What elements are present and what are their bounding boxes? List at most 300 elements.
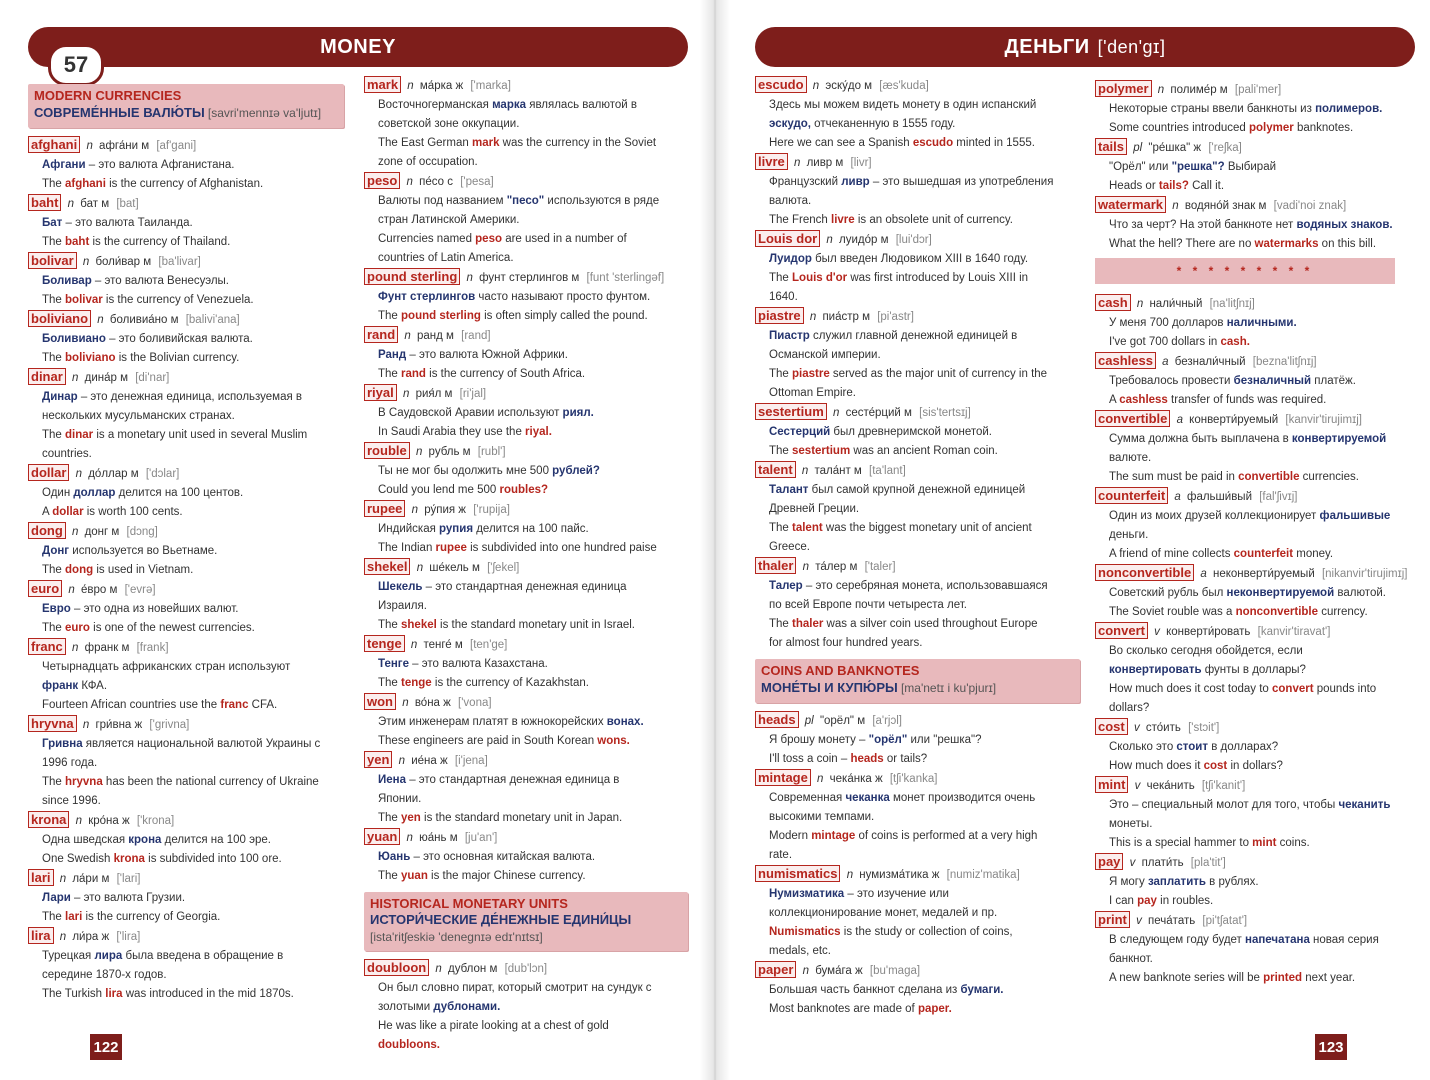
highlighted-word: Бат: [42, 217, 63, 229]
highlighted-word: неконвертируемой: [1226, 587, 1335, 599]
dictionary-entry: [1095, 911, 1395, 988]
entry-headline: [28, 522, 344, 542]
example-ru: Луидор был введен Людовиком XIII в 1640 году.: [769, 253, 1029, 265]
russian-translation: афга́ни м: [99, 140, 150, 152]
entry-list: [1095, 80, 1395, 254]
highlighted-word: counterfeit: [1233, 548, 1294, 560]
transcription: ['pesa]: [460, 176, 494, 188]
highlighted-word: бумаги.: [960, 984, 1004, 996]
example-ru: Бат – это валюта Таиланда.: [42, 217, 193, 229]
transcription: ['dɔlar]: [145, 468, 180, 480]
example-ru: Талер – это серебряная монета, использовавшаяся: [769, 580, 1048, 592]
headword: cashless: [1095, 352, 1156, 369]
transcription: [nikanvir'tirujimɪj]: [1321, 568, 1408, 580]
dictionary-entry: [28, 580, 344, 638]
highlighted-word: Фунт стерлингов: [378, 291, 476, 303]
example-ru: Большая часть банкнот сделана из бумаги.: [769, 984, 1004, 996]
example-ru: Одна шведская крона делится на 100 эре.: [42, 834, 271, 846]
headword: rupee: [364, 500, 405, 517]
transcription: [na'litʃnɪj]: [1209, 298, 1255, 310]
dictionary-entry: [364, 959, 688, 1055]
left-column-2: [364, 76, 688, 1055]
russian-translation: конверти́руемый: [1189, 414, 1279, 426]
headword: heads: [755, 711, 799, 728]
right-page-title-transcription: ['den'gɪ]: [1097, 36, 1166, 57]
highlighted-word: Боливар: [42, 275, 92, 287]
example-ru: Лари – это валюта Грузии.: [42, 892, 186, 904]
dictionary-entry: [28, 811, 344, 869]
entry-headline: [1095, 776, 1395, 796]
russian-translation: боливиа́но м: [109, 314, 179, 326]
russian-translation: гри́вна ж: [95, 719, 143, 731]
example-en: A friend of mine collects counterfeit money.: [1109, 548, 1334, 560]
headword: rouble: [364, 442, 410, 459]
highlighted-word: yuan: [401, 870, 428, 882]
transcription: [pi'tʃatat']: [1202, 915, 1248, 927]
highlighted-word: марка: [492, 99, 527, 111]
highlighted-word: водяных знаков.: [1296, 219, 1393, 231]
entry-headline: [28, 136, 344, 156]
example-ru: валюте.: [1109, 452, 1152, 464]
dictionary-entry: [28, 638, 344, 715]
example-ru: Шекель – это стандартная денежная единица: [378, 581, 627, 593]
example-en: I've got 700 dollars in cash.: [1109, 336, 1250, 348]
example-en: Some countries introduced polymer banknotes.: [1109, 122, 1354, 134]
highlighted-word: franc: [220, 699, 249, 711]
part-of-speech: n: [415, 446, 423, 458]
highlighted-word: чеканка: [845, 792, 890, 804]
part-of-speech: a: [1174, 491, 1181, 503]
part-of-speech: n: [809, 311, 817, 323]
example-ru: Ты не мог бы одолжить мне 500 рублей?: [378, 465, 600, 477]
highlighted-word: nonconvertible: [1235, 606, 1319, 618]
example-ru: Один доллар делится на 100 центов.: [42, 487, 244, 499]
highlighted-word: Louis d'or: [792, 272, 848, 284]
example-en: The Turkish lira was introduced in the mid 1870s.: [42, 988, 294, 1000]
section-heading-en: HISTORICAL MONETARY UNITS: [370, 896, 568, 911]
russian-translation: ру́пия ж: [424, 504, 467, 516]
highlighted-word: mintage: [811, 830, 856, 842]
transcription: [af'gani]: [156, 140, 197, 152]
headword: won: [364, 693, 396, 710]
example-ru: Индийская рупия делится на 100 пайс.: [378, 523, 589, 535]
highlighted-word: talent: [792, 522, 823, 534]
dictionary-entry: [755, 230, 1080, 307]
example-en: What the hell? There are no watermarks on this bill.: [1109, 238, 1377, 250]
highlighted-word: Лари: [42, 892, 71, 904]
highlighted-word: риял.: [562, 407, 594, 419]
headword: sestertium: [755, 403, 827, 420]
example-ru: Динар – это денежная единица, используемая в: [42, 391, 303, 403]
example-en: One Swedish krona is subdivided into 100 ore.: [42, 853, 282, 865]
headword: thaler: [755, 557, 796, 574]
russian-translation: бат м: [80, 198, 110, 210]
entry-headline: [364, 500, 688, 520]
highlighted-word: lira: [105, 988, 123, 1000]
entry-headline: [28, 252, 344, 272]
highlighted-word: Юань: [378, 851, 411, 863]
dictionary-entry: [755, 961, 1080, 1019]
entry-headline: [28, 715, 344, 735]
dictionary-entry: [28, 252, 344, 310]
entry-list: [755, 76, 1080, 653]
highlighted-word: mark: [471, 137, 500, 149]
headword: convertible: [1095, 410, 1170, 427]
headword: euro: [28, 580, 62, 597]
russian-translation: ие́на ж: [411, 755, 448, 767]
highlighted-word: Тенге: [378, 658, 409, 670]
dictionary-entry: [28, 927, 344, 1004]
page-number: 122: [90, 1034, 122, 1060]
entry-headline: [755, 230, 1080, 250]
example-en: for almost four hundred years.: [769, 637, 923, 649]
headword: bolivar: [28, 252, 77, 269]
dictionary-entry: [1095, 410, 1395, 487]
highlighted-word: Донг: [42, 545, 70, 557]
transcription: ['taler]: [864, 561, 896, 573]
transcription: [pali'mer]: [1234, 84, 1282, 96]
example-ru: Пиастр служил главной денежной единицей в: [769, 330, 1018, 342]
example-en: The euro is one of the newest currencies.: [42, 622, 255, 634]
dictionary-entry: [1095, 776, 1395, 853]
section-heading-transcription: [ista'ritʃeskiə 'denegnɪə edɪ'nɪtsɪ]: [370, 930, 543, 944]
highlighted-word: tenge: [401, 677, 432, 689]
example-ru: Некоторые страны ввели банкноты из полимеров.: [1109, 103, 1383, 115]
dictionary-entry: [1095, 138, 1395, 196]
headword: yen: [364, 751, 392, 768]
highlighted-word: ливр: [841, 176, 870, 188]
highlighted-word: paper.: [917, 1003, 952, 1015]
entry-headline: [364, 959, 688, 979]
highlighted-word: convert: [1272, 683, 1314, 695]
transcription: [livr]: [850, 157, 872, 169]
russian-translation: ше́кель м: [429, 562, 480, 574]
entry-headline: [28, 464, 344, 484]
section-heading: [755, 659, 1080, 703]
part-of-speech: n: [435, 963, 442, 975]
dictionary-entry: [28, 522, 344, 580]
headword: counterfeit: [1095, 487, 1168, 504]
headword: peso: [364, 172, 400, 189]
example-ru: Восточногерманская марка являлась валютой в: [378, 99, 637, 111]
russian-translation: сто́ить: [1145, 722, 1181, 734]
entry-headline: [755, 961, 1080, 981]
part-of-speech: v: [1136, 915, 1142, 927]
russian-translation: кро́на ж: [88, 815, 130, 827]
transcription: [ta'lant]: [869, 465, 906, 477]
example-en: Could you lend me 500 roubles?: [378, 484, 549, 496]
example-en: Heads or tails? Call it.: [1109, 180, 1225, 192]
highlighted-word: крона: [128, 834, 162, 846]
part-of-speech: n: [802, 561, 810, 573]
entry-headline: [364, 326, 688, 346]
russian-translation: тенге́ м: [423, 639, 463, 651]
dictionary-entry: [1095, 564, 1408, 622]
entry-headline: [1095, 622, 1395, 642]
headword: print: [1095, 911, 1130, 928]
example-en: Numismatics is the study or collection of coins,: [769, 926, 1013, 938]
highlighted-word: Numismatics: [769, 926, 841, 938]
section-heading-ru: МОНЕ́ТЫ И КУПЮ́РЫ: [761, 680, 898, 695]
russian-translation: рубль м: [428, 446, 471, 458]
headword: baht: [28, 194, 61, 211]
example-ru: Во сколько сегодня обойдется, если: [1109, 645, 1303, 657]
entry-headline: [364, 828, 688, 848]
dictionary-entry: [364, 384, 688, 442]
example-en: Fourteen African countries use the franc CFA.: [42, 699, 278, 711]
russian-translation: тала́нт м: [814, 465, 862, 477]
dictionary-entry: [1095, 80, 1395, 138]
headword: livre: [755, 153, 788, 170]
entry-headline: [1095, 410, 1395, 430]
dictionary-entry: [364, 442, 688, 500]
russian-translation: эску́до м: [825, 80, 873, 92]
russian-translation: луидо́р м: [839, 234, 889, 246]
headword: nonconvertible: [1095, 564, 1194, 581]
part-of-speech: n: [812, 80, 820, 92]
entry-headline: [364, 635, 688, 655]
russian-translation: конверти́ровать: [1166, 626, 1251, 638]
entry-headline: [755, 769, 1080, 789]
highlighted-word: Нумизматика: [769, 888, 845, 900]
example-ru: Афгани – это валюта Афганистана.: [42, 159, 235, 171]
entry-list: [28, 136, 344, 1004]
page-number: 123: [1315, 1034, 1347, 1060]
highlighted-word: "песо": [506, 195, 545, 207]
example-ru: валюта.: [769, 195, 812, 207]
transcription: [tʃi'kanka]: [889, 773, 938, 785]
entry-headline: [28, 811, 344, 831]
highlighted-word: roubles?: [499, 484, 549, 496]
dictionary-entry: [364, 635, 688, 693]
headword: piastre: [755, 307, 804, 324]
part-of-speech: n: [75, 815, 83, 827]
example-ru: Боливиано – это боливийская валюта.: [42, 333, 253, 345]
entry-headline: [1095, 487, 1395, 507]
highlighted-word: Динар: [42, 391, 78, 403]
headword: doubloon: [364, 959, 429, 976]
example-ru: Гривна является национальной валютой Украины с: [42, 738, 321, 750]
highlighted-word: lari: [65, 911, 83, 923]
dictionary-entry: [28, 136, 344, 194]
transcription: [kanvir'tiravat']: [1257, 626, 1331, 638]
highlighted-word: Боливиано: [42, 333, 106, 345]
highlighted-word: heads: [850, 753, 884, 765]
dictionary-entry: [364, 693, 688, 751]
highlighted-word: bolivar: [65, 294, 103, 306]
example-en: The Soviet rouble was a nonconvertible currency.: [1109, 606, 1368, 618]
highlighted-word: shekel: [401, 619, 437, 631]
highlighted-word: "решка"?: [1171, 161, 1225, 173]
transcription: [ri'jal]: [459, 388, 487, 400]
highlighted-word: mint: [1252, 837, 1277, 849]
transcription: [funt 'sterlingəf]: [586, 272, 665, 284]
example-en: The thaler was a silver coin used throughout Europe: [769, 618, 1038, 630]
example-ru: Сколько это стоит в долларах?: [1109, 741, 1279, 753]
dictionary-entry: [364, 751, 688, 828]
highlighted-word: стоит: [1176, 741, 1209, 753]
part-of-speech: n: [793, 157, 801, 169]
transcription: [i'jena]: [454, 755, 488, 767]
example-en: zone of occupation.: [378, 156, 478, 168]
part-of-speech: a: [1176, 414, 1183, 426]
chapter-number: 57: [48, 44, 104, 86]
entry-headline: [364, 384, 688, 404]
example-en: countries of Latin America.: [378, 252, 514, 264]
entry-headline: [1095, 718, 1395, 738]
part-of-speech: v: [1154, 626, 1160, 638]
highlighted-word: Евро: [42, 603, 71, 615]
star-divider: * * * * * * * * *: [1095, 258, 1395, 284]
dictionary-entry: [755, 307, 1080, 403]
example-en: The boliviano is the Bolivian currency.: [42, 352, 240, 364]
example-ru: Один из моих друзей коллекционирует фальшивые: [1109, 510, 1391, 522]
part-of-speech: n: [846, 869, 854, 881]
part-of-speech: v: [1134, 780, 1141, 792]
part-of-speech: n: [1136, 298, 1144, 310]
russian-translation: во́на ж: [414, 697, 451, 709]
highlighted-word: чеканить: [1338, 799, 1391, 811]
entry-headline: [1095, 80, 1395, 100]
example-ru: Израиля.: [378, 600, 427, 612]
example-ru: Нумизматика – это изучение или: [769, 888, 949, 900]
entry-headline: [364, 558, 688, 578]
headword: dong: [28, 522, 66, 539]
highlighted-word: Афгани: [42, 159, 86, 171]
highlighted-word: cashless: [1119, 394, 1168, 406]
headword: escudo: [755, 76, 807, 93]
highlighted-word: livre: [831, 214, 855, 226]
part-of-speech: n: [72, 642, 79, 654]
example-ru: Здесь мы можем видеть монету в один испанский: [769, 99, 1037, 111]
russian-translation: плати́ть: [1141, 857, 1184, 869]
example-ru: Юань – это основная китайская валюта.: [378, 851, 596, 863]
headword: krona: [28, 811, 69, 828]
left-column-1: [28, 78, 344, 1004]
transcription: ['lira]: [116, 931, 141, 943]
transcription: ['grivna]: [149, 719, 190, 731]
transcription: [ten'ge]: [470, 639, 508, 651]
transcription: [pi'astr]: [877, 311, 914, 323]
russian-translation: фунт стерлингов м: [479, 272, 580, 284]
transcription: ['vona]: [458, 697, 492, 709]
example-ru: Советский рубль был неконвертируемой валютой.: [1109, 587, 1386, 599]
headword: afghani: [28, 136, 80, 153]
example-en: A dollar is worth 100 cents.: [42, 506, 183, 518]
part-of-speech: n: [68, 584, 75, 596]
headword: rand: [364, 326, 398, 343]
example-en: since 1996.: [42, 795, 101, 807]
part-of-speech: n: [817, 773, 824, 785]
highlighted-word: baht: [65, 236, 90, 248]
headword: pound sterling: [364, 268, 460, 285]
highlighted-word: escudo: [912, 137, 954, 149]
example-ru: франк КФА.: [42, 680, 108, 692]
section-heading-ru: СОВРЕМЕ́ННЫЕ ВАЛЮ́ТЫ: [34, 105, 205, 120]
right-column-1: [755, 76, 1080, 1019]
example-ru: В следующем году будет напечатана новая серия: [1109, 934, 1379, 946]
highlighted-word: дублонами.: [433, 1001, 501, 1013]
part-of-speech: n: [411, 504, 419, 516]
highlighted-word: конвертируемой: [1291, 433, 1387, 445]
example-ru: Четырнадцать африканских стран используют: [42, 661, 291, 673]
part-of-speech: n: [802, 965, 810, 977]
part-of-speech: n: [398, 755, 406, 767]
entry-headline: [1095, 294, 1395, 314]
example-ru: нескольких мусульманских странах.: [42, 410, 235, 422]
transcription: ['stɔit']: [1188, 722, 1220, 734]
example-ru: Иена – это стандартная денежная единица в: [378, 774, 620, 786]
highlighted-word: rupee: [435, 542, 467, 554]
part-of-speech: a: [1200, 568, 1207, 580]
transcription: [di'nar]: [135, 372, 170, 384]
dictionary-entry: [1095, 622, 1395, 718]
highlighted-word: peso: [475, 233, 502, 245]
example-ru: деньги.: [1109, 529, 1149, 541]
dictionary-entry: [755, 557, 1080, 653]
headword: dinar: [28, 368, 66, 385]
part-of-speech: n: [832, 407, 840, 419]
example-ru: Донг используется во Вьетнаме.: [42, 545, 218, 557]
russian-translation: чека́нить: [1146, 780, 1195, 792]
dictionary-entry: [364, 76, 688, 172]
example-en: countries.: [42, 448, 92, 460]
russian-translation: юа́нь м: [419, 832, 458, 844]
example-ru: У меня 700 долларов наличными.: [1109, 317, 1297, 329]
example-ru: стран Латинской Америки.: [378, 214, 520, 226]
example-ru: 1996 года.: [42, 757, 98, 769]
entry-headline: [364, 172, 688, 192]
entry-list: [364, 76, 688, 886]
highlighted-word: Ранд: [378, 349, 407, 361]
headword: paper: [755, 961, 796, 978]
highlighted-word: "орёл": [868, 734, 908, 746]
example-en: The French livre is an obsolete unit of currency.: [769, 214, 1013, 226]
part-of-speech: n: [466, 272, 473, 284]
part-of-speech: n: [402, 388, 410, 400]
section-heading-transcription: [savri'mennɪə va'ljutɪ]: [207, 106, 322, 120]
headword: cash: [1095, 294, 1131, 311]
example-en: The East German mark was the currency in the Soviet: [378, 137, 657, 149]
russian-translation: франк м: [84, 642, 130, 654]
example-en: The afghani is the currency of Afghanistan.: [42, 178, 264, 190]
russian-translation: чека́нка ж: [829, 773, 883, 785]
highlighted-word: наличными.: [1226, 317, 1297, 329]
part-of-speech: n: [410, 639, 418, 651]
example-en: The sestertium was an ancient Roman coin.: [769, 445, 998, 457]
dictionary-entry: [755, 461, 1080, 557]
highlighted-word: dollar: [52, 506, 84, 518]
example-ru: Фунт стерлингов часто называют просто фунтом.: [378, 291, 651, 303]
highlighted-word: pay: [1137, 895, 1157, 907]
highlighted-word: dong: [65, 564, 94, 576]
highlighted-word: euro: [65, 622, 90, 634]
example-en: The tenge is the currency of Kazakhstan.: [378, 677, 589, 689]
highlighted-word: piastre: [792, 368, 830, 380]
russian-translation: полиме́р м: [1170, 84, 1228, 96]
example-ru: советской зоне оккупации.: [378, 118, 520, 130]
russian-translation: "ре́шка" ж: [1148, 142, 1202, 154]
part-of-speech: n: [82, 719, 90, 731]
russian-translation: нали́чный: [1149, 298, 1203, 310]
dictionary-entry: [755, 769, 1080, 865]
highlighted-word: cost: [1203, 760, 1228, 772]
highlighted-word: фальшивые: [1319, 510, 1391, 522]
part-of-speech: n: [71, 526, 79, 538]
headword: mintage: [755, 769, 811, 786]
example-en: Here we can see a Spanish escudo minted in 1555.: [769, 137, 1035, 149]
part-of-speech: n: [407, 80, 414, 92]
